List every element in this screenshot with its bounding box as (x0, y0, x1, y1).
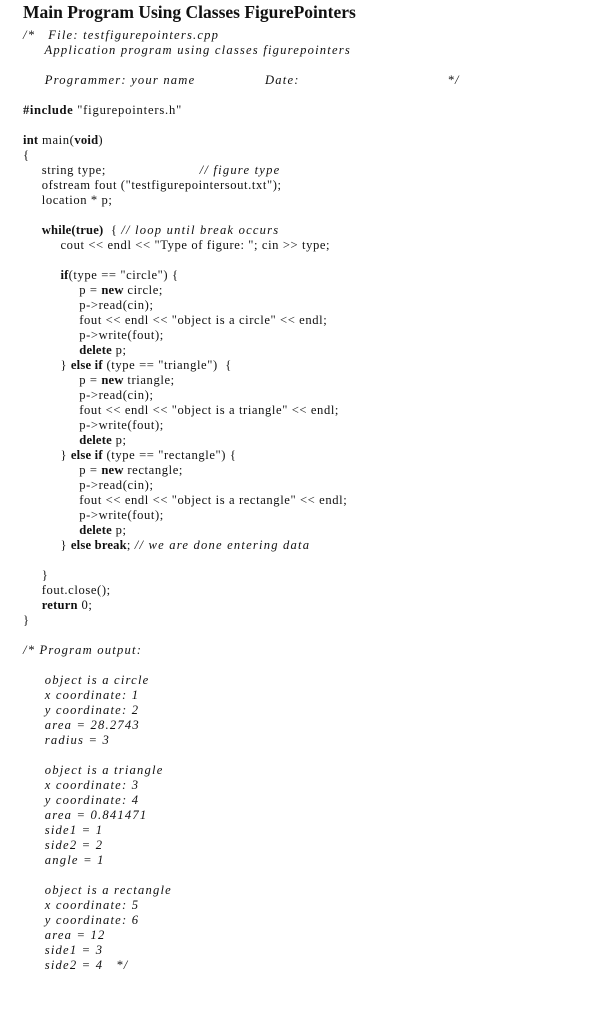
code-segment: p; (111, 523, 127, 537)
code-segment: location * p; (23, 193, 113, 207)
code-line (23, 538, 614, 553)
page-title: Main Program Using Classes FigurePointers (23, 2, 356, 22)
code-line (23, 88, 614, 103)
code-segment: (type == "rectangle") { (102, 448, 237, 462)
code-segment: new (101, 373, 124, 387)
code-segment: (type == "circle") { (68, 268, 179, 282)
code-segment: /* Program output: (23, 643, 143, 657)
code-segment: side2 = 2 (23, 838, 104, 852)
code-segment: } (23, 613, 30, 627)
code-segment: side2 = 4 */ (23, 958, 129, 972)
code-segment: 0; (77, 598, 93, 612)
code-line (23, 373, 614, 388)
code-segment: p->read(cin); (23, 478, 154, 492)
code-segment: main( (38, 133, 75, 147)
code-line (23, 388, 614, 403)
code-segment: int (23, 133, 39, 147)
code-line (23, 853, 614, 868)
code-segment: p = (23, 373, 102, 387)
code-line (23, 913, 614, 928)
code-line (23, 43, 614, 58)
code-segment: area = 28.2743 (23, 718, 140, 732)
code-segment: while(true) (41, 223, 104, 237)
code-segment: rectangle; (123, 463, 184, 477)
code-line (23, 118, 614, 133)
code-line (23, 283, 614, 298)
code-segment: void (74, 133, 99, 147)
code-line (23, 733, 614, 748)
code-line (23, 808, 614, 823)
code-line (23, 628, 614, 643)
code-line (23, 463, 614, 478)
code-line (23, 193, 614, 208)
code-segment: delete (79, 343, 112, 357)
code-line (23, 448, 614, 463)
code-segment: x coordinate: 5 (23, 898, 140, 912)
code-line (23, 523, 614, 538)
code-segment: ) (98, 133, 104, 147)
code-line (23, 553, 614, 568)
code-segment: } (23, 448, 71, 462)
code-segment: p->write(fout); (23, 508, 164, 522)
code-line (23, 898, 614, 913)
code-segment: new (101, 283, 124, 297)
code-segment: // we are done entering data (134, 538, 311, 552)
code-line (23, 313, 614, 328)
code-line (23, 253, 614, 268)
code-line (23, 658, 614, 673)
code-segment: return (41, 598, 78, 612)
code-line (23, 703, 614, 718)
code-segment: p->read(cin); (23, 388, 154, 402)
code-segment: cout << endl << "Type of figure: "; cin >> type; (23, 238, 331, 252)
code-segment: else break (70, 538, 127, 552)
code-line (23, 568, 614, 583)
code-segment: area = 12 (23, 928, 106, 942)
code-segment: // loop until break occurs (121, 223, 280, 237)
code-listing (23, 28, 614, 973)
code-segment: circle; (123, 283, 164, 297)
code-segment: fout.close(); (23, 583, 111, 597)
code-line (23, 643, 614, 658)
code-segment: delete (79, 433, 112, 447)
code-line (23, 793, 614, 808)
code-line (23, 58, 614, 73)
code-line (23, 328, 614, 343)
code-line (23, 418, 614, 433)
code-segment: else if (70, 448, 103, 462)
code-segment: } (23, 568, 49, 582)
code-line (23, 223, 614, 238)
code-line (23, 178, 614, 193)
code-line (23, 718, 614, 733)
code-segment: y coordinate: 4 (23, 793, 140, 807)
code-segment: area = 0.841471 (23, 808, 148, 822)
code-segment: string type; (23, 163, 200, 177)
code-line (23, 613, 614, 628)
code-segment: fout << endl << "object is a triangle" << endl; (23, 403, 340, 417)
code-segment: p->write(fout); (23, 418, 164, 432)
code-segment: ofstream fout ("testfigurepointersout.txt"); (23, 178, 282, 192)
code-line (23, 403, 614, 418)
code-line (23, 208, 614, 223)
code-line (23, 838, 614, 853)
code-line (23, 508, 614, 523)
code-line (23, 343, 614, 358)
code-segment: { (23, 148, 30, 162)
code-line (23, 943, 614, 958)
code-segment: angle = 1 (23, 853, 105, 867)
code-segment: Programmer: your name Date: */ (23, 73, 460, 87)
code-segment: p = (23, 463, 102, 477)
code-line (23, 103, 614, 118)
code-segment: triangle; (123, 373, 175, 387)
code-segment: object is a triangle (23, 763, 164, 777)
code-segment: x coordinate: 3 (23, 778, 140, 792)
code-line (23, 478, 614, 493)
code-line (23, 238, 614, 253)
code-line (23, 883, 614, 898)
code-segment (23, 523, 79, 537)
code-line (23, 148, 614, 163)
code-line (23, 163, 614, 178)
code-line (23, 958, 614, 973)
code-segment: radius = 3 (23, 733, 111, 747)
code-segment: side1 = 1 (23, 823, 104, 837)
code-segment: } (23, 538, 71, 552)
code-line (23, 433, 614, 448)
code-segment: Application program using classes figurepointers (23, 43, 351, 57)
code-segment: ; (126, 538, 135, 552)
code-segment (23, 433, 79, 447)
code-segment: fout << endl << "object is a rectangle" << endl; (23, 493, 348, 507)
code-line (23, 268, 614, 283)
code-segment: delete (79, 523, 112, 537)
code-segment: // figure type (199, 163, 281, 177)
code-segment: (type == "triangle") { (102, 358, 232, 372)
code-segment: p; (111, 433, 127, 447)
code-line (23, 493, 614, 508)
code-segment (23, 223, 42, 237)
code-line (23, 763, 614, 778)
code-segment: { (103, 223, 122, 237)
code-segment: y coordinate: 2 (23, 703, 140, 717)
code-line (23, 133, 614, 148)
code-segment: new (101, 463, 124, 477)
code-segment: if (60, 268, 69, 282)
code-line (23, 688, 614, 703)
code-segment: object is a circle (23, 673, 150, 687)
code-segment: } (23, 358, 71, 372)
code-line (23, 358, 614, 373)
code-segment: p; (111, 343, 127, 357)
code-segment: #include (23, 103, 74, 117)
code-line (23, 73, 614, 88)
code-line (23, 868, 614, 883)
code-line (23, 928, 614, 943)
code-line (23, 583, 614, 598)
code-segment (23, 598, 42, 612)
code-segment: p = (23, 283, 102, 297)
code-line (23, 673, 614, 688)
code-segment: else if (70, 358, 103, 372)
code-segment: x coordinate: 1 (23, 688, 140, 702)
code-line (23, 598, 614, 613)
code-line (23, 748, 614, 763)
code-line (23, 28, 614, 43)
code-line (23, 823, 614, 838)
code-segment: side1 = 3 (23, 943, 104, 957)
code-segment: "figurepointers.h" (73, 103, 183, 117)
code-segment (23, 268, 60, 282)
code-segment: fout << endl << "object is a circle" << endl; (23, 313, 328, 327)
code-segment: p->read(cin); (23, 298, 154, 312)
code-line (23, 778, 614, 793)
code-segment (23, 343, 79, 357)
code-segment: /* File: testfigurepointers.cpp (23, 28, 220, 42)
code-line (23, 298, 614, 313)
code-segment: y coordinate: 6 (23, 913, 140, 927)
code-segment: object is a rectangle (23, 883, 172, 897)
code-segment: p->write(fout); (23, 328, 164, 342)
